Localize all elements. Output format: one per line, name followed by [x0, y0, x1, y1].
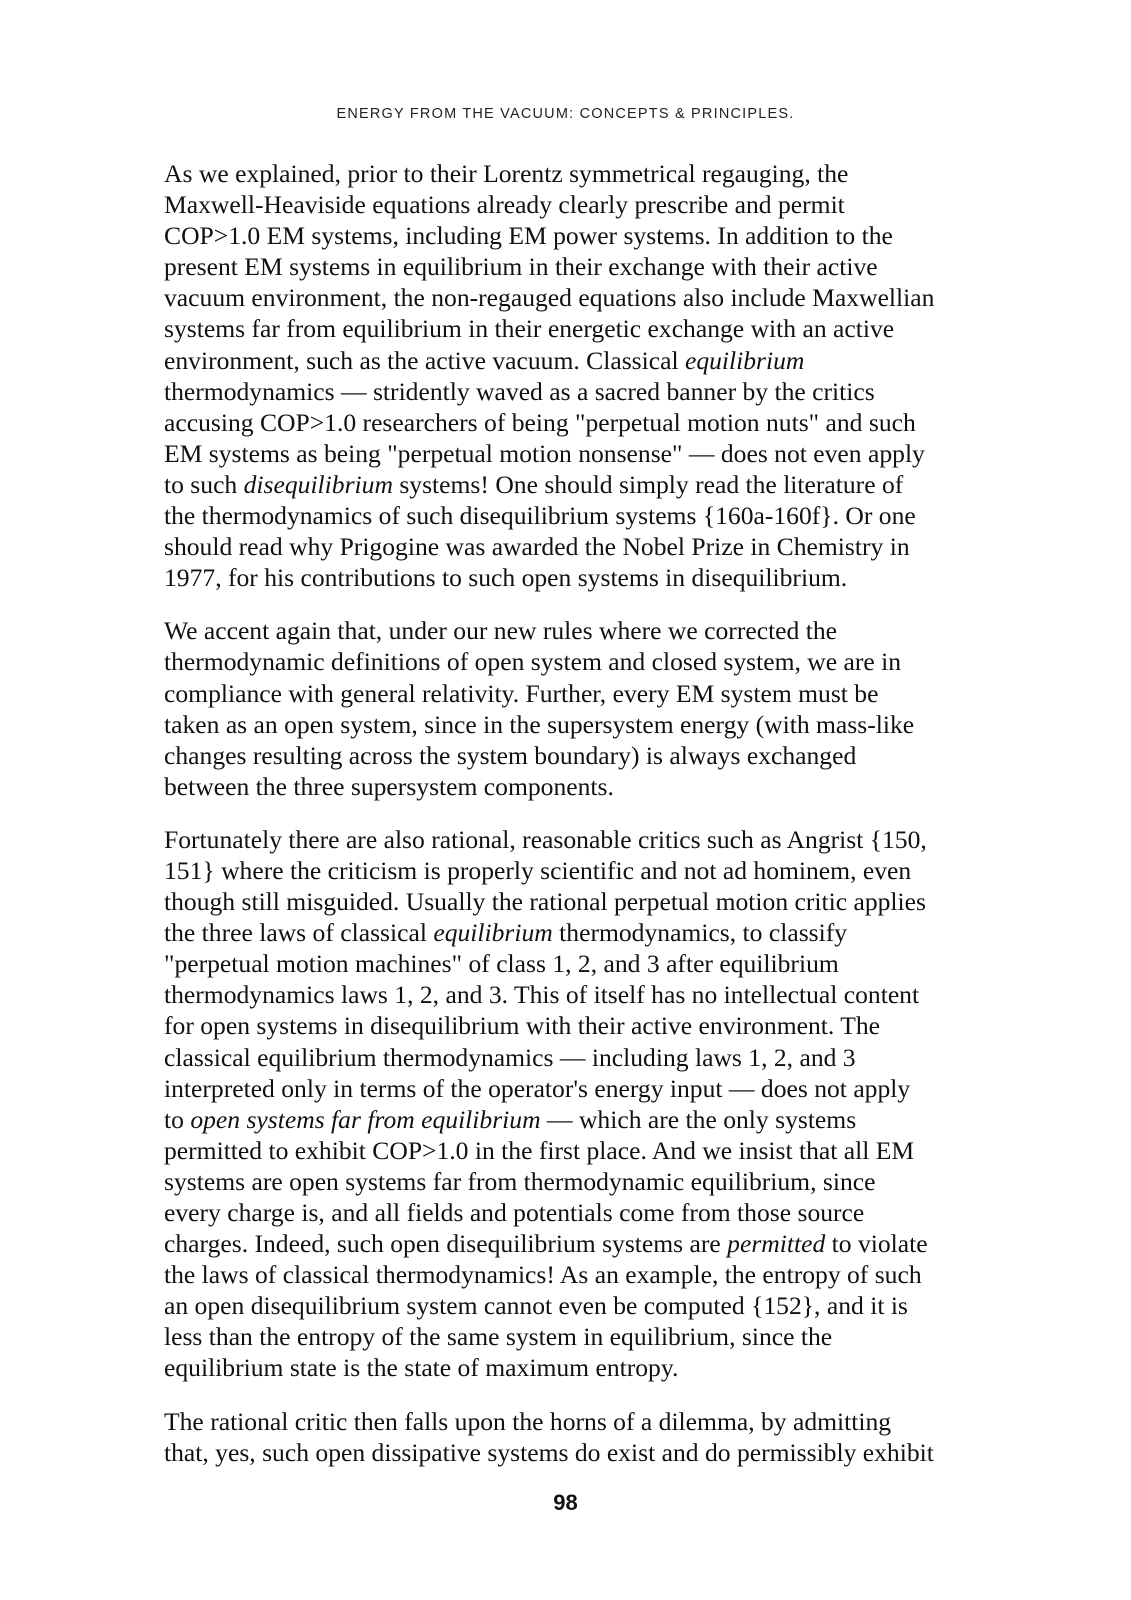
text-run: thermodynamics — stridently waved as a sacred banner by the critics accusing COP>1.0 researchers of being "perpetual motion nuts" and such EM systems as being "perpetual motion nonsense" — does not even apply to such [164, 376, 925, 499]
body-text [164, 158, 1014, 1468]
italic-text: open systems far from equilibrium [190, 1104, 541, 1134]
italic-text: disequilibrium [243, 469, 393, 499]
text-run: We accent again that, under our new rules where we corrected the thermodynamic definitions of open system and closed system, we are in compliance with general relativity. Further, every EM system must be taken as an open system, since in the supersystem energy (with mass-like changes resulting across the system boundary) is always exchanged between the three supersystem components. [164, 616, 915, 801]
text-run: thermodynamics, to classify "perpetual motion machines" of class 1, 2, and 3 after equilibrium thermodynamics laws 1, 2, and 3. This of itself has no intellectual content for open systems in disequilibrium with their active environment. The classical equilibrium thermodynamics — including laws 1, 2, and 3 interpreted only in terms of the operator's energy input — does not apply to [164, 918, 920, 1134]
text-run: Fortunately there are also rational, reasonable critics such as Angrist {150, 151} where the criticism is properly scientific and not ad hominem, even though still misguided. Usually the rational perpetual motion critic applies the three laws of classical [164, 824, 927, 948]
italic-text: equilibrium [433, 918, 553, 948]
paragraph-3 [164, 824, 1014, 1384]
text-run: The rational critic then falls upon the horns of a dilemma, by admitting that, yes, such open dissipative systems do exist and do permissibly exhibit [164, 1406, 934, 1467]
text-run: — which are the only systems permitted to exhibit COP>1.0 in the first place. And we insist that all EM systems are open systems far from thermodynamic equilibrium, since every charge is, and all fields and potentials come from those source charges. Indeed, such open disequilibrium systems are [164, 1104, 915, 1259]
text-run: systems! One should simply read the literature of the thermodynamics of such disequilibrium systems {160a-160f}. Or one should read why Prigogine was awarded the Nobel Prize in Chemistry in 1977, for his contributions to such open systems in disequilibrium. [164, 469, 916, 593]
paragraph-1 [164, 158, 1014, 593]
text-run: to violate the laws of classical thermodynamics! As an example, the entropy of such an open disequilibrium system cannot even be computed {152}, and it is less than the entropy of the same system in equilibrium, since the equilibrium state is the state of maximum entropy. [164, 1229, 928, 1383]
italic-text: equilibrium [684, 345, 805, 375]
paragraph-4 [164, 1406, 1014, 1468]
italic-text: permitted [727, 1229, 826, 1259]
page-number: 98 [553, 1490, 578, 1515]
paragraph-2 [164, 615, 1014, 802]
running-header: ENERGY FROM THE VACUUM: CONCEPTS & PRINCIPLES. [336, 106, 795, 122]
text-run: As we explained, prior to their Lorentz symmetrical regauging, the Maxwell-Heaviside equations already clearly prescribe and permit COP>1.0 EM systems, including EM power systems. In addition to the present EM systems in equilibrium in their exchange with their active vacuum environment, the non-regauged equations also include Maxwellian systems far from equilibrium in their energetic exchange with an active environment, such as the active vacuum. Classical [164, 159, 935, 375]
